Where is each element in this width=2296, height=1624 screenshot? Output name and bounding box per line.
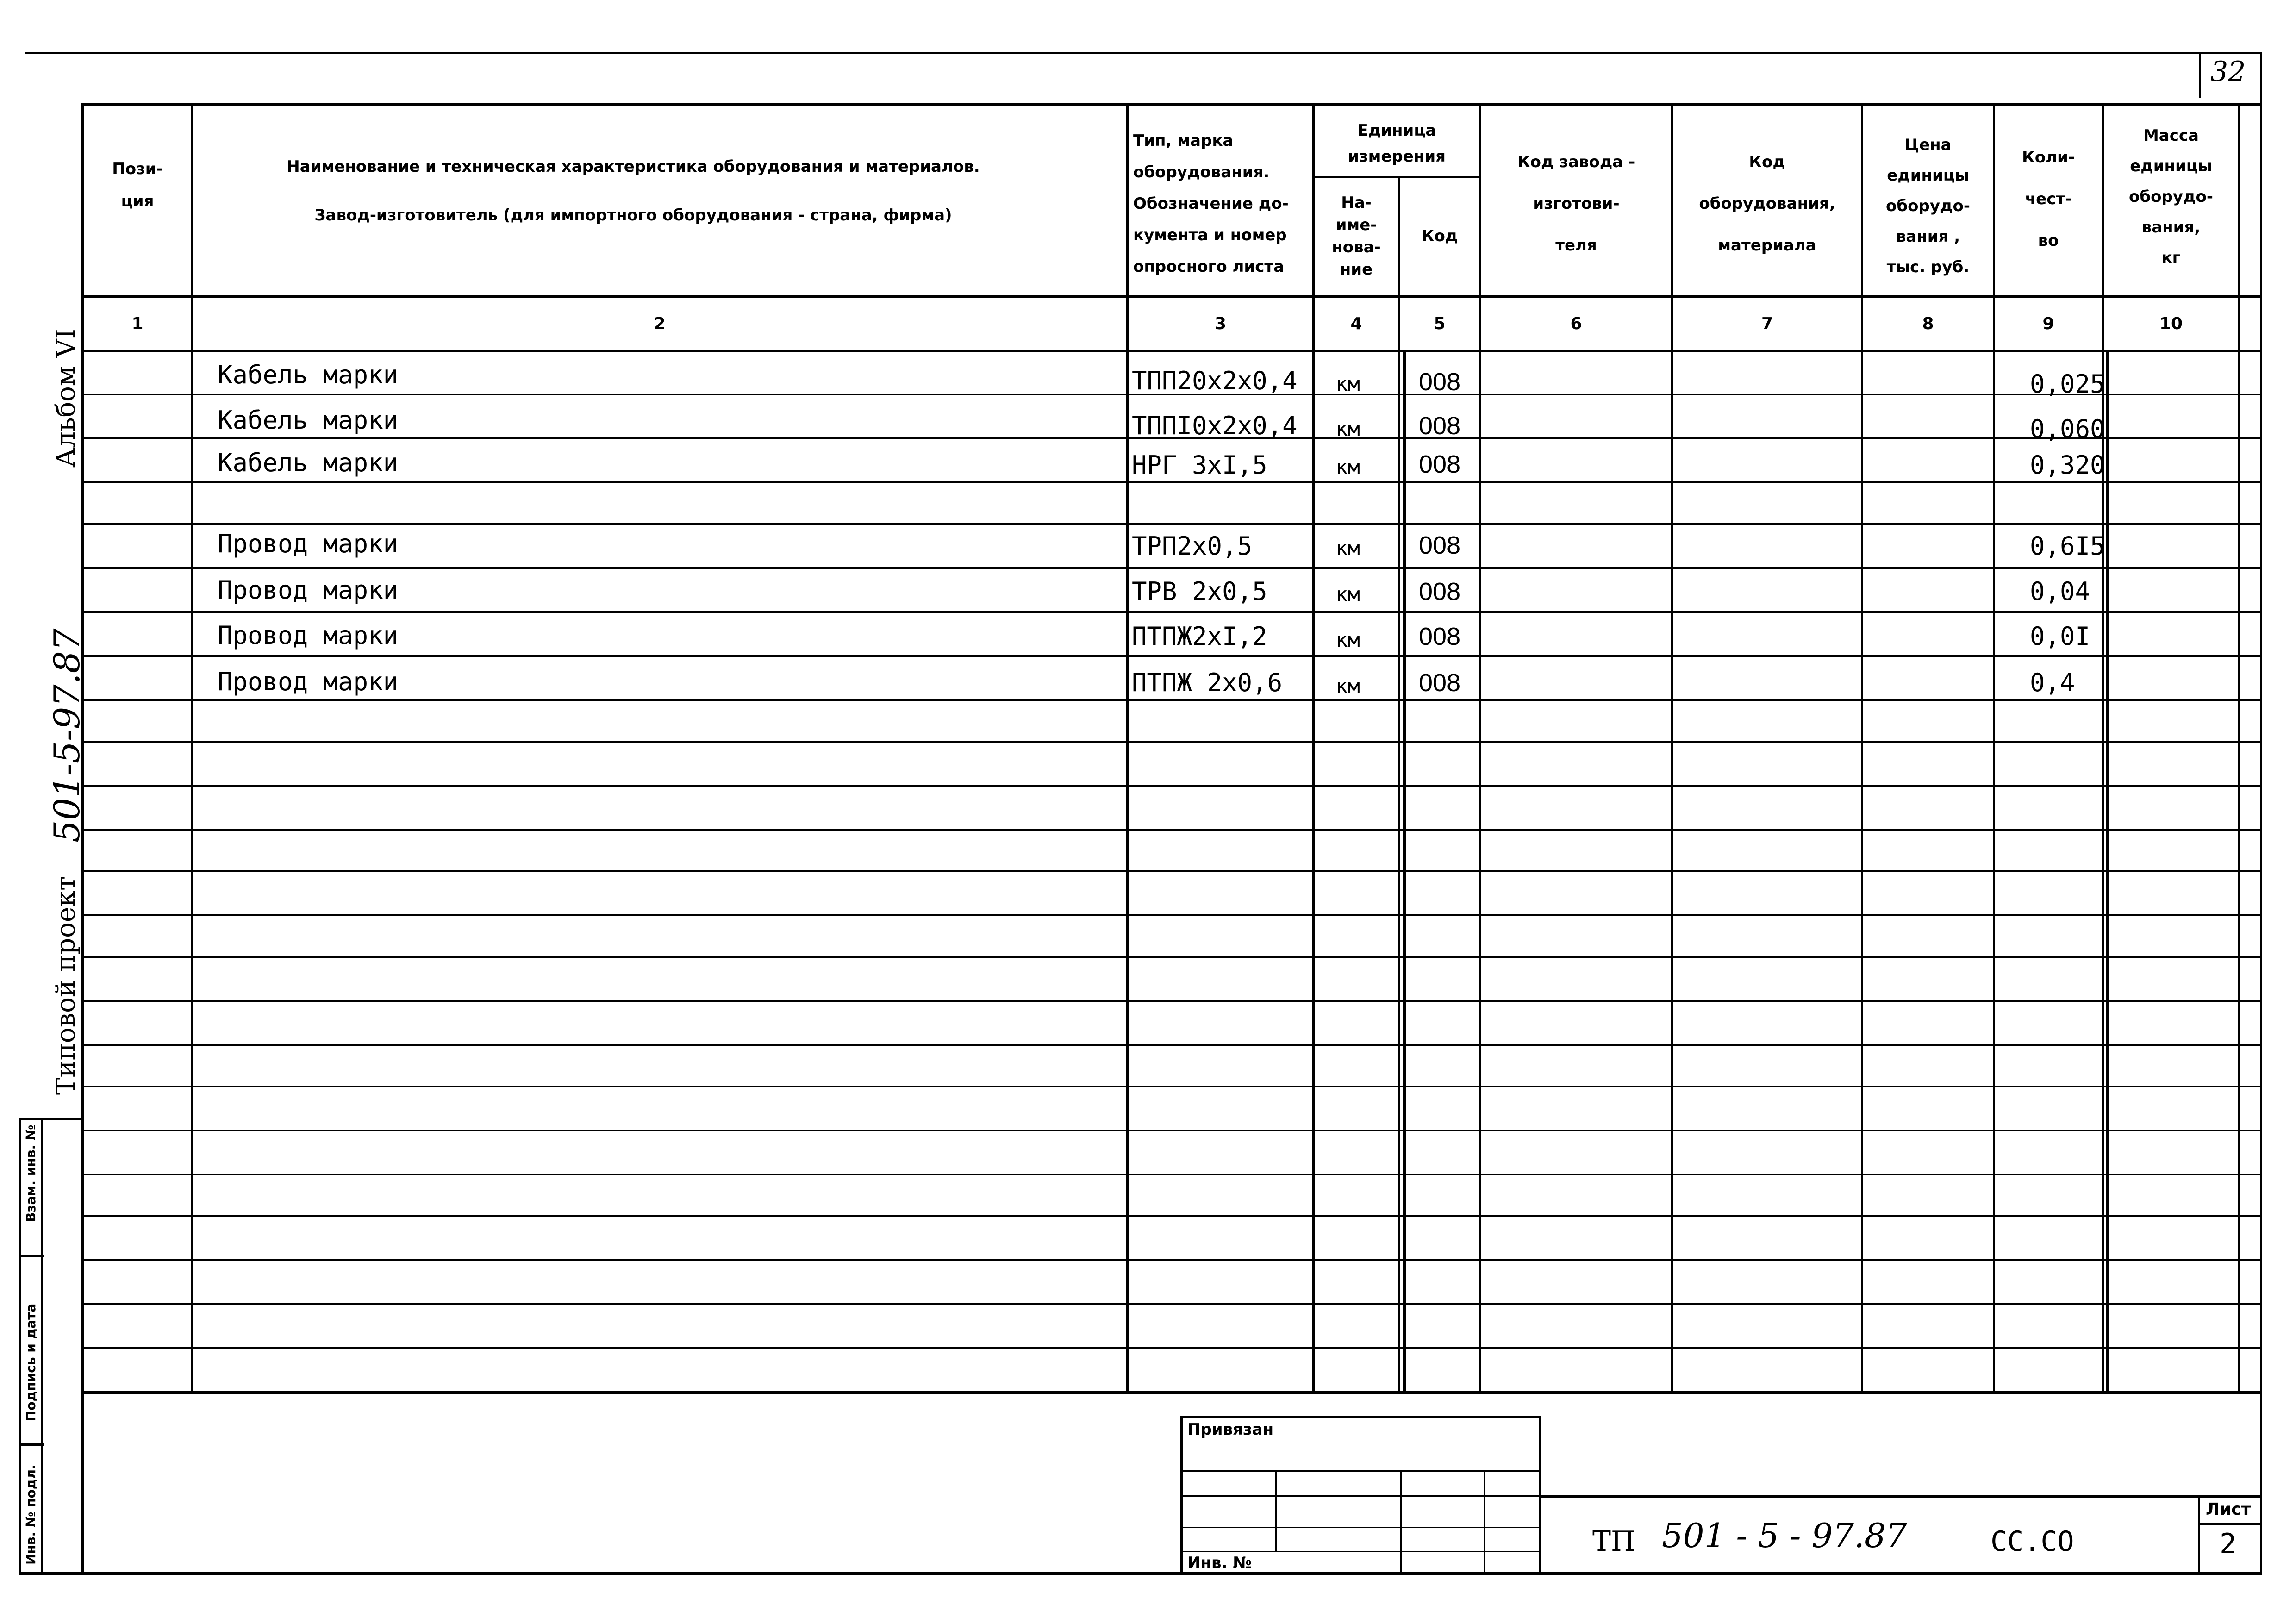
header-name-line2: Завод-изготовитель (для импортного оборудования - страна, фирма) (314, 206, 952, 225)
row-name: Провод марки (218, 621, 399, 650)
project-type-label: Типовой проект (51, 876, 81, 1095)
row-divider (81, 611, 2261, 613)
row-qty: 0,060 (2030, 414, 2105, 443)
row-type: ТРП2х0,5 (1132, 531, 1253, 561)
row-qty: 0,4 (2030, 668, 2075, 697)
row-divider (81, 829, 2261, 831)
row-divider (81, 1130, 2261, 1131)
row-divider (81, 523, 2261, 525)
colnum-3: 3 (1214, 314, 1227, 333)
row-type: ТРВ 2х0,5 (1132, 577, 1267, 606)
row-qty: 0,0I (2030, 622, 2090, 651)
colnum-7: 7 (1761, 314, 1773, 333)
row-qty: 0,04 (2030, 577, 2090, 606)
header-position: Пози- ция (112, 160, 163, 211)
doc-number: 501 - 5 - 97.87 (1662, 1516, 1907, 1555)
row-divider (81, 870, 2261, 872)
colnum-2: 2 (654, 314, 666, 333)
header-quantity: Коли- чест- во (2022, 148, 2075, 250)
header-unit-code: Код (1421, 227, 1458, 245)
album-label: Альбом VI (51, 329, 81, 468)
stamp-vzam: Взам. инв. № (23, 1124, 38, 1222)
colnum-1: 1 (131, 314, 144, 333)
doc-code: СС.СО (1990, 1525, 2074, 1558)
row-type: ТПП20х2х0,4 (1132, 366, 1298, 395)
row-code: 008 (1419, 531, 1461, 559)
row-divider (81, 699, 2261, 701)
row-qty: 0,025 (2030, 369, 2105, 399)
colnum-5: 5 (1434, 314, 1446, 333)
row-name: Провод марки (218, 575, 399, 605)
row-divider (81, 481, 2261, 483)
row-qty: 0,320 (2030, 450, 2105, 480)
row-unit: км (1335, 628, 1360, 652)
row-name: Кабель марки (218, 448, 399, 477)
header-price: Цена единицы оборудо- вания , тыс. руб. (1886, 136, 1970, 276)
stamp-inv-podl: Инв. № подл. (23, 1464, 38, 1565)
row-divider (81, 1000, 2261, 1002)
row-divider (81, 1086, 2261, 1087)
header-equipment-code: Код оборудования, материала (1699, 153, 1835, 255)
row-divider (81, 655, 2261, 657)
row-name: Кабель марки (218, 360, 399, 389)
colnum-6: 6 (1570, 314, 1582, 333)
row-unit: км (1335, 417, 1360, 441)
colnum-9: 9 (2042, 314, 2054, 333)
row-name: Провод марки (218, 529, 399, 558)
row-name: Провод марки (218, 667, 399, 696)
page-number: 32 (2210, 56, 2246, 88)
row-code: 008 (1419, 578, 1461, 606)
row-divider (81, 741, 2261, 743)
colnum-8: 8 (1922, 314, 1934, 333)
header-unit-name: На- име- нова- ние (1332, 194, 1381, 279)
row-unit: км (1335, 537, 1360, 560)
sheet-number: 2 (2220, 1528, 2237, 1560)
row-code: 008 (1419, 368, 1461, 396)
row-code: 008 (1419, 669, 1461, 697)
row-unit: км (1335, 372, 1360, 396)
row-type: ПТПЖ 2х0,6 (1132, 668, 1283, 697)
sheet-label: Лист (2206, 1500, 2251, 1519)
privyazan-label: Привязан (1187, 1420, 1274, 1439)
row-unit: км (1335, 675, 1360, 698)
inv-no-label: Инв. № (1187, 1554, 1252, 1572)
row-divider (81, 914, 2261, 916)
colnum-4: 4 (1350, 314, 1362, 333)
project-number-vertical: 501-5-97.87 (46, 628, 87, 843)
row-code: 008 (1419, 450, 1461, 478)
row-divider (81, 1174, 2261, 1175)
row-code: 008 (1419, 412, 1461, 440)
tp-label: ТП (1592, 1525, 1635, 1558)
row-unit: км (1335, 456, 1360, 479)
header-mass: Масса единицы оборудо- вания, кг (2129, 126, 2213, 267)
row-divider (81, 956, 2261, 958)
row-divider (81, 1044, 2261, 1046)
row-divider (81, 1347, 2261, 1349)
row-type: ПТПЖ2хI,2 (1132, 622, 1267, 651)
row-divider (81, 1215, 2261, 1217)
header-type: Тип, марка оборудования. Обозначение до- кумента и номер опросного листа (1133, 131, 1289, 276)
row-qty: 0,6I5 (2030, 531, 2105, 561)
row-divider (81, 1303, 2261, 1305)
row-divider (81, 1259, 2261, 1261)
row-divider (81, 785, 2261, 787)
row-code: 008 (1419, 623, 1461, 650)
header-name-line1: Наименование и техническая характеристика оборудования и материалов. (287, 157, 980, 176)
colnum-10: 10 (2159, 314, 2183, 333)
row-divider (81, 567, 2261, 569)
stamp-podpis: Подпись и дата (23, 1303, 38, 1421)
row-type: ТППI0х2х0,4 (1132, 411, 1298, 440)
row-type: НРГ 3хI,5 (1132, 450, 1267, 480)
row-unit: км (1335, 583, 1360, 606)
header-plant-code: Код завода - изготови- теля (1517, 153, 1635, 255)
header-unit-group: Единица измерения (1348, 121, 1446, 166)
row-name: Кабель марки (218, 406, 399, 435)
